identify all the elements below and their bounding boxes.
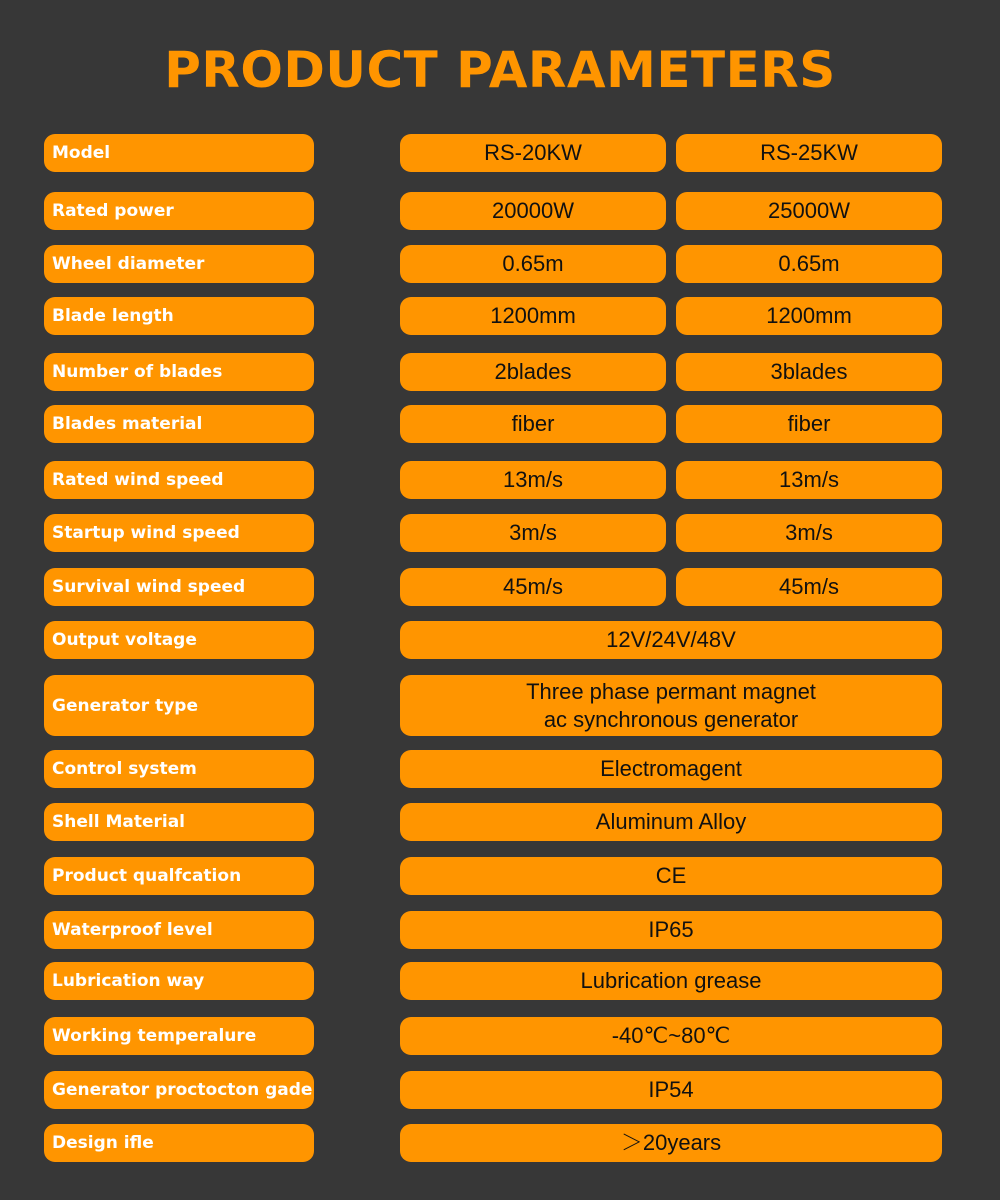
param-row-generator-protection-grade	[0, 1071, 1000, 1109]
param-label: Generator proctocton gade	[44, 1071, 314, 1109]
param-label: Rated power	[44, 192, 314, 230]
param-label: Working temperalure	[44, 1017, 314, 1055]
param-row-blade-length	[0, 297, 1000, 335]
param-label: Survival wind speed	[44, 568, 314, 606]
param-value: -40℃~80℃	[400, 1017, 942, 1055]
param-label: Generator type	[44, 675, 314, 736]
param-label: Wheel diameter	[44, 245, 314, 283]
param-label: Rated wind speed	[44, 461, 314, 499]
param-label: Design ifle	[44, 1124, 314, 1162]
page-title: PRODUCT PARAMETERS	[164, 41, 836, 99]
param-value-rs20: 45m/s	[400, 568, 666, 606]
param-label: Control system	[44, 750, 314, 788]
param-row-shell-material	[0, 803, 1000, 841]
param-value: 12V/24V/48V	[400, 621, 942, 659]
param-label: Lubrication way	[44, 962, 314, 1000]
param-value: Aluminum Alloy	[400, 803, 942, 841]
param-label: Product qualfcation	[44, 857, 314, 895]
param-value-rs25: 0.65m	[676, 245, 942, 283]
param-value-rs20: 20000W	[400, 192, 666, 230]
param-value: ＞20years	[400, 1124, 942, 1162]
param-row-product-qualification	[0, 857, 1000, 895]
param-value: CE	[400, 857, 942, 895]
param-value-rs20: 1200mm	[400, 297, 666, 335]
param-value-rs20: 2blades	[400, 353, 666, 391]
param-row-waterproof-level	[0, 911, 1000, 949]
param-row-working-temperature	[0, 1017, 1000, 1055]
param-value-rs25: 13m/s	[676, 461, 942, 499]
param-row-design-life	[0, 1124, 1000, 1162]
param-row-startup-wind-speed	[0, 514, 1000, 552]
param-label: Model	[44, 134, 314, 172]
param-value-line: Three phase permant magnet	[526, 678, 816, 704]
param-value: IP65	[400, 911, 942, 949]
param-value-rs25: RS-25KW	[676, 134, 942, 172]
param-row-model	[0, 134, 1000, 172]
param-label: Waterproof level	[44, 911, 314, 949]
param-label: Output voltage	[44, 621, 314, 659]
param-value-rs25: 1200mm	[676, 297, 942, 335]
param-value: Lubrication grease	[400, 962, 942, 1000]
param-value: IP54	[400, 1071, 942, 1109]
param-value-rs25: 3blades	[676, 353, 942, 391]
param-label: Blade length	[44, 297, 314, 335]
param-value-rs25: 3m/s	[676, 514, 942, 552]
param-row-output-voltage	[0, 621, 1000, 659]
param-value-rs20: 13m/s	[400, 461, 666, 499]
param-label: Startup wind speed	[44, 514, 314, 552]
param-row-survival-wind-speed	[0, 568, 1000, 606]
param-label: Blades material	[44, 405, 314, 443]
param-label: Shell Material	[44, 803, 314, 841]
param-value-rs25: 45m/s	[676, 568, 942, 606]
param-value-rs20: fiber	[400, 405, 666, 443]
param-value-rs20: 0.65m	[400, 245, 666, 283]
param-value	[400, 675, 942, 736]
param-value-rs25: fiber	[676, 405, 942, 443]
param-value-rs25: 25000W	[676, 192, 942, 230]
param-row-rated-wind-speed	[0, 461, 1000, 499]
param-value-rs20: 3m/s	[400, 514, 666, 552]
param-row-lubrication-way	[0, 962, 1000, 1000]
param-row-blades-material	[0, 405, 1000, 443]
param-value-line: ac synchronous generator	[543, 706, 799, 732]
param-row-number-of-blades	[0, 353, 1000, 391]
param-row-control-system	[0, 750, 1000, 788]
param-row-rated-power	[0, 192, 1000, 230]
param-value-rs20: RS-20KW	[400, 134, 666, 172]
param-label: Number of blades	[44, 353, 314, 391]
param-row-generator-type	[0, 675, 1000, 736]
param-value: Electromagent	[400, 750, 942, 788]
param-row-wheel-diameter	[0, 245, 1000, 283]
